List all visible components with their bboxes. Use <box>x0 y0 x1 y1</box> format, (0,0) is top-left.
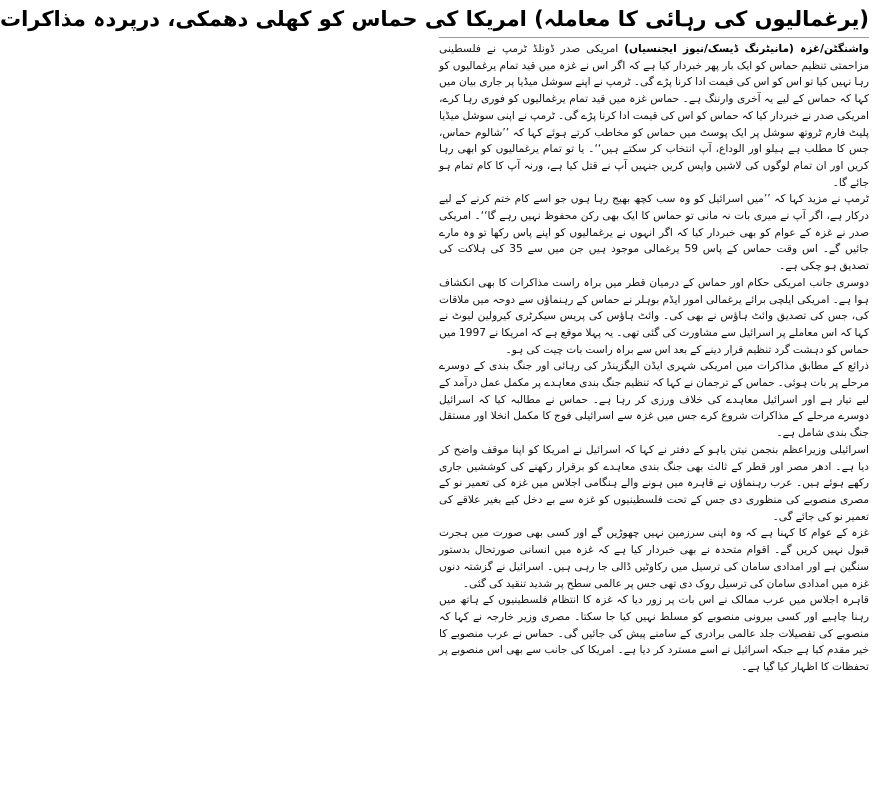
article-body <box>439 41 869 676</box>
article-dateline: واشنگٹن/غزہ (مانیٹرنگ ڈیسک/نیوز ایجنسیاں) <box>624 43 869 55</box>
paragraph-text: امریکی صدر ڈونلڈ ٹرمپ نے فلسطینی مزاحمتی تنظیم حماس کو ایک بار پھر خبردار کیا ہے کہ اگر اس نے غزہ میں قید تمام یرغمالیوں کو رہا نہیں کیا تو اس کو اس کی قیمت ادا کرنا پڑے گی۔ ٹرمپ نے اپنے سوشل میڈیا پر جاری بیان میں کہا کہ حماس کے لیے یہ آخری وارننگ ہے۔ حماس غزہ میں قید تمام یرغمالیوں کو فوری رہا کرے، امریکی صدر نے خبردار کیا کہ حماس کو اس کی قیمت ادا کرنا پڑے گی۔ ٹرمپ نے اپنی سوشل میڈیا پلیٹ فارم ٹروتھ سوشل پر ایک پوسٹ میں حماس کو مخاطب کرتے ہوئے کہا کہ ’’شالوم حماس، جس کا مطلب ہے ہیلو اور الوداع، آپ انتخاب کر سکتے ہیں‘‘۔ یا تو تمام یرغمالیوں کو ابھی رہا کریں اور ان تمام لوگوں کی لاشیں واپس کریں جنہیں آپ نے قتل کیا ہے، ورنہ آپ کا کام تمام ہو جائے گا۔ <box>439 43 869 189</box>
article-paragraph <box>439 41 869 191</box>
article-paragraph: اسرائیلی وزیراعظم بنجمن نیتن یاہو کے دفتر نے کہا کہ اسرائیل نے امریکا کو اپنا موقف واضح کر دیا ہے۔ ادھر مصر اور قطر کے ثالث بھی جنگ بندی معاہدے کو برقرار رکھنے کی کوششیں جاری رکھے ہوئے ہیں۔ عرب رہنماؤں نے قاہرہ میں ہونے والے ہنگامی اجلاس میں غزہ کی تعمیر نو کے مصری منصوبے کی منظوری دی جس کے تحت فلسطینیوں کو غزہ سے بے دخل کیے بغیر علاقے کی تعمیر نو کی جائے گی۔ <box>439 443 869 523</box>
article-paragraph: ذرائع کے مطابق مذاکرات میں امریکی شہری ایڈن الیگزینڈر کی رہائی اور جنگ بندی کے دوسرے مرحلے پر بات ہوئی۔ حماس کے ترجمان نے کہا کہ تنظیم جنگ بندی معاہدے پر مکمل عمل درآمد کے لیے تیار ہے اور اسرائیل معاہدے کی خلاف ورزی کر رہا ہے۔ حماس نے مطالبہ کیا کہ اسرائیل دوسرے مرحلے کے مذاکرات شروع کرے جس میں غزہ سے اسرائیلی فوج کا مکمل انخلا اور مستقل جنگ بندی شامل ہے۔ <box>439 360 869 440</box>
headline-divider <box>439 37 869 38</box>
article <box>0 2 870 796</box>
article-headline: (یرغمالیوں کی رہائی کا معاملہ) امریکا کی حماس کو کھلی دھمکی، درپردہ مذاکرات <box>0 7 869 31</box>
article-paragraph: قاہرہ اجلاس میں عرب ممالک نے اس بات پر زور دیا کہ غزہ کا انتظام فلسطینیوں کے ہاتھ میں رہنا چاہیے اور کسی بیرونی منصوبے کو مسلط نہیں کیا جا سکتا۔ مصری وزیر خارجہ نے کہا کہ منصوبے کی تفصیلات جلد عالمی برادری کے سامنے پیش کی جائیں گی۔ حماس نے عرب منصوبے کا خیر مقدم کیا ہے جبکہ اسرائیل نے اسے مسترد کر دیا ہے۔ امریکا کی جانب سے بھی اس منصوبے پر تحفظات کا اظہار کیا گیا ہے۔ <box>439 594 870 674</box>
article-paragraph: ٹرمپ نے مزید کہا کہ ’’میں اسرائیل کو وہ سب کچھ بھیج رہا ہوں جو اسے کام ختم کرنے کے لیے درکار ہے، اگر آپ نے میری بات نہ مانی تو حماس کا ایک بھی رکن محفوظ نہیں رہے گا‘‘۔ امریکی صدر نے غزہ کے عوام کو بھی خبردار کیا کہ اگر انہوں نے یرغمالیوں کو اپنے پاس رکھا تو وہ مارے جائیں گے۔ اس وقت حماس کے پاس 59 یرغمالی موجود ہیں جن میں سے 35 کی ہلاکت کی تصدیق ہو چکی ہے۔ <box>439 193 869 273</box>
article-paragraph: غزہ کے عوام کا کہنا ہے کہ وہ اپنی سرزمین نہیں چھوڑیں گے اور کسی بھی صورت میں ہجرت قبول نہیں کریں گے۔ اقوام متحدہ نے بھی خبردار کیا ہے کہ غزہ میں انسانی صورتحال بدستور سنگین ہے اور امدادی سامان کی ترسیل میں رکاوٹیں ڈالی جا رہی ہیں۔ اسرائیل نے گزشتہ دنوں غزہ میں امدادی سامان کی ترسیل روک دی تھی جس پر عالمی سطح پر شدید تنقید کی گئی۔ <box>439 527 869 590</box>
article-paragraph: دوسری جانب امریکی حکام اور حماس کے درمیان قطر میں براہ راست مذاکرات کا بھی انکشاف ہوا ہے۔ امریکی ایلچی برائے یرغمالی امور ایڈم بوہلر نے حماس کے رہنماؤں سے دوحہ میں ملاقات کی، جس کی تصدیق وائٹ ہاؤس نے بھی کی۔ وائٹ ہاؤس کی پریس سیکرٹری کیرولین لیوٹ نے کہا کہ اس معاملے پر اسرائیل سے مشاورت کی گئی تھی۔ یہ پہلا موقع ہے کہ امریکا نے 1997 میں حماس کو دہشت گرد تنظیم قرار دینے کے بعد اس سے براہ راست بات چیت کی ہو۔ <box>439 276 869 356</box>
